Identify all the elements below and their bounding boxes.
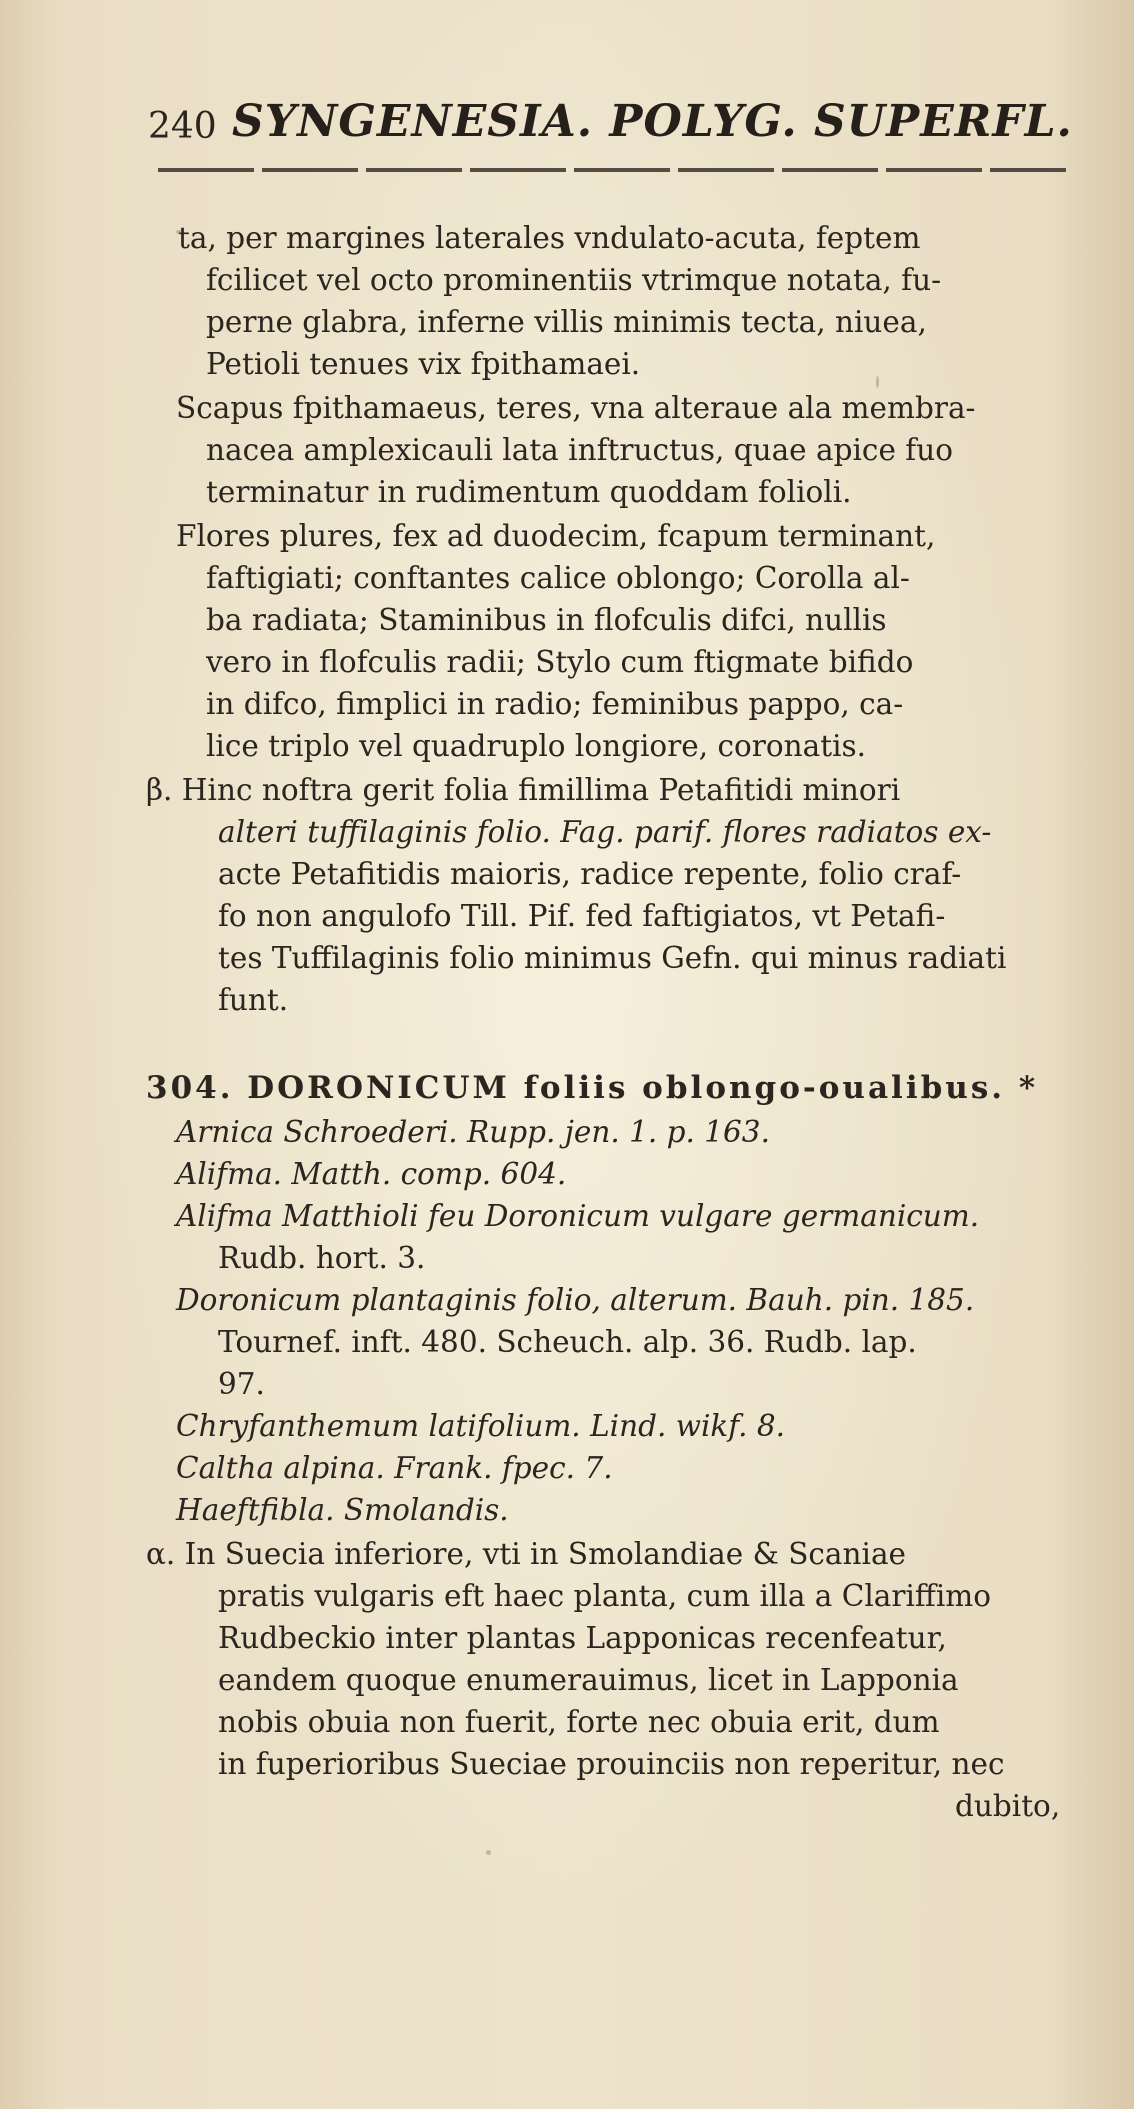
text-line: ta, per margines laterales vndulato-acuta, feptem — [178, 221, 921, 255]
text-line: α. In Suecia inferiore, vti in Smolandiae & Scaniae — [146, 1537, 906, 1571]
page-number: 240 — [148, 106, 217, 147]
synonym-line: Alifma. Matth. comp. 604. — [176, 1157, 567, 1191]
paper-fleck — [486, 1850, 491, 1855]
synonym-line: Chryfanthemum latifolium. Lind. wikf. 8. — [176, 1409, 786, 1443]
text-line: Rudbeckio inter plantas Lapponicas recenfeatur, — [218, 1621, 947, 1655]
synonym-line: Alifma Matthioli feu Doronicum vulgare germanicum. — [176, 1199, 980, 1233]
catchword: dubito, — [955, 1789, 1061, 1823]
text-line: acte Petafitidis maioris, radice repente, folio craf- — [218, 857, 962, 891]
paper-fleck — [176, 230, 182, 234]
synonym-line: Tournef. inft. 480. Scheuch. alp. 36. Rudb. lap. — [218, 1325, 917, 1359]
synonym-line: Rudb. hort. 3. — [218, 1241, 426, 1275]
text-line: ba radiata; Staminibus in flofculis difci, nullis — [206, 603, 887, 637]
text-line: tes Tuffilaginis folio minimus Gefn. qui minus radiati — [218, 941, 1007, 975]
text-line: nacea amplexicauli lata inftructus, quae apice fuo — [206, 433, 953, 467]
text-line: nobis obuia non fuerit, forte nec obuia erit, dum — [218, 1705, 940, 1739]
text-line: perne glabra, inferne villis minimis tecta, niuea, — [206, 305, 927, 339]
text-line: in difco, fimplici in radio; feminibus pappo, ca- — [206, 687, 904, 721]
text-line: alteri tuffilaginis folio. Fag. parif. flores radiatos ex- — [218, 815, 992, 849]
text-line: lice triplo vel quadruplo longiore, coronatis. — [206, 729, 867, 763]
text-line: fcilicet vel octo prominentiis vtrimque notata, fu- — [206, 263, 942, 297]
text-line: β. Hinc noftra gerit folia fimillima Petafitidi minori — [146, 773, 901, 807]
synonym-line: Arnica Schroederi. Rupp. jen. 1. p. 163. — [176, 1115, 770, 1149]
paper-fleck — [876, 376, 879, 388]
text-line: eandem quoque enumerauimus, licet in Lapponia — [218, 1663, 959, 1697]
text-line: vero in flofculis radii; Stylo cum ftigmate bifido — [206, 645, 914, 679]
text-line: in fuperioribus Sueciae prouinciis non reperitur, nec — [218, 1747, 1005, 1781]
running-title: SYNGENESIA. POLYG. SUPERFL. — [232, 96, 1073, 147]
text-line: faftigiati; conftantes calice oblongo; Corolla al- — [206, 561, 910, 595]
species-heading: 304. DORONICUM foliis oblongo-oualibus. * — [146, 1070, 1039, 1106]
synonym-line: 97. — [218, 1367, 265, 1401]
text-line: Scapus fpithamaeus, teres, vna alteraue ala membra- — [176, 391, 976, 425]
synonym-line: Caltha alpina. Frank. fpec. 7. — [176, 1451, 613, 1485]
text-line: funt. — [218, 983, 289, 1017]
synonym-line: Doronicum plantaginis folio, alterum. Bauh. pin. 185. — [176, 1283, 975, 1317]
text-line: fo non angulofo Till. Pif. fed faftigiatos, vt Petafi- — [218, 899, 946, 933]
synonym-line: Haeftfibla. Smolandis. — [176, 1493, 509, 1527]
text-line: terminatur in rudimentum quoddam folioli. — [206, 475, 852, 509]
text-line: Flores plures, fex ad duodecim, fcapum terminant, — [176, 519, 936, 553]
text-line: Petioli tenues vix fpithamaei. — [206, 347, 641, 381]
text-line: pratis vulgaris eft haec planta, cum illa a Clariffimo — [218, 1579, 992, 1613]
